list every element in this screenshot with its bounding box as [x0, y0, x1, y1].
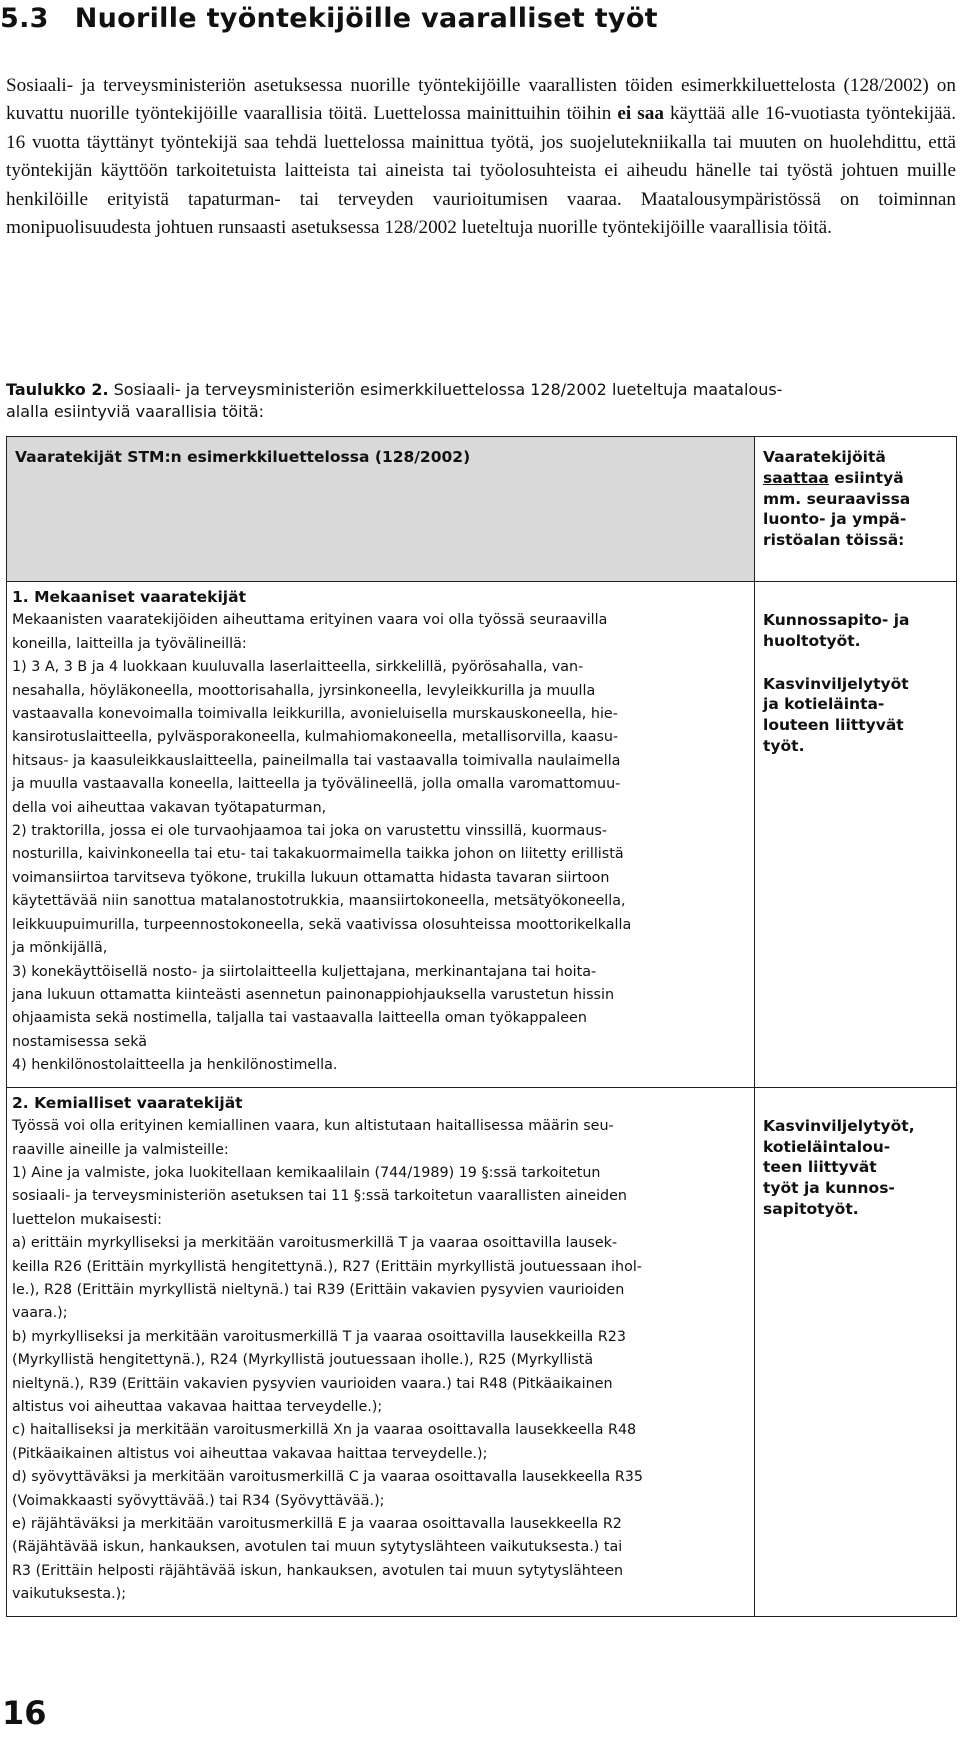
chemical-work-note-line: sapitotyöt. — [763, 1199, 859, 1218]
chemical-hazard-line: vaara.); — [12, 1305, 68, 1322]
chemical-hazard-line: altistus voi aiheuttaa vakavaa haittaa terveydelle.); — [12, 1399, 383, 1415]
header-side-line2 — [763, 468, 948, 489]
mechanical-hazard-line: koneilla, laitteilla ja työvälineillä: — [12, 635, 247, 652]
intro-emphasis: ei saa — [617, 103, 664, 125]
mechanical-hazard-line: nostamisessa sekä — [12, 1033, 148, 1050]
chemical-hazard-line: b) myrkylliseksi ja merkitään varoitusmerkillä T ja vaaraa osoittavilla lausekkeilla R23 — [12, 1328, 626, 1345]
mechanical-hazards-cell — [7, 582, 755, 1088]
crop-livestock-work-note-line: työt. — [763, 736, 805, 755]
mechanical-hazard-line: vastaavalla konevoimalla toimivalla leikkurilla, avonieluisella murskauskoneella, hie- — [12, 706, 618, 723]
chemical-hazards-title: 2. Kemialliset vaaratekijät — [12, 1093, 243, 1112]
mechanical-hazard-line: ja mönkijällä, — [12, 940, 108, 957]
chemical-hazard-line: R3 (Erittäin helposti räjähtävää iskun, hankauksen, avotulen tai muun sytytyslähteen — [12, 1562, 624, 1579]
intro-text-1: Sosiaali- ja terveysministeriön asetuksessa nuorille työntekijöille vaarallisten töiden esimerkkiluettelosta (128/2002) on kuvattu nuorille työntekijöille vaarallisia töitä. Luettelossa mainittuihin töihin — [6, 75, 956, 125]
mechanical-hazard-line: jana lukuun ottamatta kiinteästi asennetun painonappiohjauksella varustetun hissin — [12, 986, 615, 1003]
chemical-hazards-cell — [7, 1087, 755, 1616]
chemical-hazard-line: (Pitkäaikainen altistus voi aiheuttaa vakavaa haittaa terveydelle.); — [12, 1445, 488, 1462]
table-header-main-text: Vaaratekijät STM:n esimerkkiluettelossa (128/2002) — [15, 448, 471, 466]
chemical-work-note-line: teen liittyvät — [763, 1158, 877, 1177]
mechanical-hazard-line: 3) konekäyttöisellä nosto- ja siirtolaitteella kuljettajana, merkinantajana tai hoita- — [12, 963, 597, 980]
crop-livestock-work-note-line: louteen liittyvät — [763, 716, 904, 735]
table-header-side — [755, 437, 957, 582]
mechanical-hazard-line: käytettävää niin sanottua matalanostotrukkia, maansiirtokoneella, metsätyökoneella, — [12, 893, 626, 910]
chemical-hazard-line: d) syövyttäväksi ja merkitään varoitusmerkillä C ja vaaraa osoittavalla lausekkeella R35 — [12, 1469, 643, 1486]
chemical-hazard-line: (Räjähtävää iskun, hankauksen, avotulen tai muun sytytyslähteen vaikutuksesta.) tai — [12, 1539, 623, 1556]
mechanical-hazard-line: 2) traktorilla, jossa ei ole turvaohjaamoa tai joka on varustettu vinssillä, kuormaus- — [12, 823, 607, 840]
chemical-hazard-line: 1) Aine ja valmiste, joka luokitellaan kemikaalilain (744/1989) 19 §:ssä tarkoitetun — [12, 1164, 601, 1181]
chemical-work-note-line: kotieläintalou- — [763, 1137, 891, 1156]
chemical-work-note — [763, 1116, 948, 1220]
table-row-mechanical — [7, 582, 957, 1088]
chemical-hazard-line: a) erittäin myrkylliseksi ja merkitään varoitusmerkillä T ja vaaraa osoittavilla lausek- — [12, 1235, 618, 1252]
mechanical-hazard-line: ja muulla vastaavalla koneella, laitteella ja työvälineellä, jolla omalla varomattomuu- — [12, 776, 621, 793]
maintenance-work-note — [763, 610, 948, 652]
header-side-line1: Vaaratekijöitä — [763, 448, 886, 466]
mechanical-hazard-line: voimansiirtoa tarvitseva työkone, trukilla lukuun ottamatta hidasta tavaran siirtoon — [12, 869, 610, 886]
chemical-work-cell — [755, 1087, 957, 1616]
chemical-hazard-line: raaville aineille ja valmisteille: — [12, 1141, 229, 1158]
section-title: Nuorille työntekijöille vaaralliset työt — [74, 3, 658, 34]
section-heading — [0, 2, 960, 36]
chemical-work-note-line: työt ja kunnos- — [763, 1179, 895, 1198]
maintenance-work-note-line: Kunnossapito- ja — [763, 611, 910, 629]
mechanical-hazards-title: 1. Mekaaniset vaaratekijät — [12, 588, 246, 606]
header-side-line2-rest: esiintyä — [828, 468, 904, 487]
mechanical-hazard-line: ohjaamista sekä nostimella, taljalla tai vastaavalla laitteella oman työkappaleen — [12, 1010, 587, 1027]
mechanical-hazard-line: leikkuupuimurilla, turpeennostokoneella, sekä vaativissa olosuhteissa moottorikelkalla — [12, 916, 632, 933]
intro-paragraph — [6, 72, 956, 242]
table-caption — [6, 379, 936, 423]
chemical-hazard-line: sosiaali- ja terveysministeriön asetuksen tai 11 §:ssä tarkoitetun vaarallisten aineiden — [12, 1188, 627, 1205]
page-number: 16 — [2, 1694, 47, 1732]
hazard-table — [6, 436, 957, 1617]
chemical-hazard-line: (Myrkyllistä hengitettynä.), R24 (Myrkyllistä joutuessaan iholle.), R25 (Myrkyllistä — [12, 1352, 594, 1369]
intro-text-2: käyttää alle 16-vuotiasta työntekijää. 16 vuotta täyttänyt työntekijä saa tehdä luettelossa mainittua työtä, jos suojelutekniikalla tai muuten on huolehdittu, että työntekijän käyttöön tarkoitetuista laitteista tai aineista tai työolosuhteista ei aiheudu hänelle tai työstä johtuen muille henkilöille erityistä tapaturman- tai terveyden vaurioitumisen vaaraa. Maatalousympäristössä on toiminnan monipuolisuudesta johtuen runsaasti asetuksessa 128/2002 lueteltuja nuorille työntekijöille vaarallisia töitä. — [6, 103, 956, 239]
chemical-hazard-line: Työssä voi olla erityinen kemiallinen vaara, kun altistutaan haitallisessa määrin seu- — [12, 1118, 614, 1135]
header-side-line4: luonto- ja ympä- — [763, 510, 907, 529]
table-caption-label: Taulukko 2. — [6, 380, 109, 399]
chemical-work-note-line: Kasvinviljelytyöt, — [763, 1116, 915, 1135]
mechanical-hazard-line: nesahalla, höyläkoneella, moottorisahalla, jyrsinkoneella, levyleikkurilla ja muulla — [12, 682, 596, 699]
mechanical-hazard-line: della voi aiheuttaa vakavan työtapaturman, — [12, 799, 327, 816]
chemical-hazard-line: e) räjähtäväksi ja merkitään varoitusmerkillä E ja vaaraa osoittavalla lausekkeella R2 — [12, 1516, 622, 1533]
chemical-hazard-line: nieltynä.), R39 (Erittäin vakavien pysyvien vaurioiden vaara.) tai R48 (Pitkäaikainen — [12, 1375, 613, 1392]
chemical-hazard-line: (Voimakkaasti syövyttävää.) tai R34 (Syövyttävää.); — [12, 1492, 385, 1509]
mechanical-hazard-line: Mekaanisten vaaratekijöiden aiheuttama erityinen vaara voi olla työssä seuraavilla — [12, 612, 608, 629]
chemical-hazard-line: luettelon mukaisesti: — [12, 1211, 162, 1228]
mechanical-hazard-line: 4) henkilönostolaitteella ja henkilönostimella. — [12, 1057, 338, 1074]
header-side-underlined: saattaa — [763, 468, 829, 487]
mechanical-work-cell — [755, 582, 957, 1088]
crop-livestock-work-note — [763, 674, 948, 757]
header-side-line5: ristöalan töissä: — [763, 531, 905, 550]
mechanical-hazard-line: hitsaus- ja kaasuleikkauslaitteella, paineilmalla tai vastaavalla toimivalla naulaimella — [12, 752, 621, 769]
header-side-line3: mm. seuraavissa — [763, 489, 911, 508]
table-header-row — [7, 437, 957, 582]
mechanical-hazard-line: nosturilla, kaivinkoneella tai etu- tai takakuormaimella taikka johon on liitetty erillistä — [12, 846, 624, 863]
chemical-hazard-line: keilla R26 (Erittäin myrkyllistä hengitettynä.), R27 (Erittäin myrkyllistä joutuessaan ihol- — [12, 1258, 642, 1275]
table-caption-line1: Sosiaali- ja terveysministeriön esimerkkiluettelossa 128/2002 lueteltuja maatalous- — [113, 380, 783, 399]
mechanical-hazard-line: 1) 3 A, 3 B ja 4 luokkaan kuuluvalla laserlaitteella, sirkkelillä, pyörösahalla, van- — [12, 659, 584, 676]
mechanical-hazard-line: kansirotuslaitteella, pylväsporakoneella, kulmahiomakoneella, metallisorvilla, kaasu- — [12, 729, 619, 746]
crop-livestock-work-note-line: Kasvinviljelytyöt — [763, 674, 909, 693]
section-number: 5.3 — [0, 3, 49, 34]
chemical-hazard-line: vaikutuksesta.); — [12, 1586, 127, 1603]
chemical-hazard-line: le.), R28 (Erittäin myrkyllistä nieltynä.) tai R39 (Erittäin vakavien pysyvien vaurioiden — [12, 1281, 625, 1298]
table-row-chemical — [7, 1087, 957, 1616]
table-header-main — [7, 437, 755, 582]
chemical-hazard-line: c) haitalliseksi ja merkitään varoitusmerkillä Xn ja vaaraa osoittavalla lausekkeella R48 — [12, 1422, 637, 1439]
maintenance-work-note-line: huoltotyöt. — [763, 631, 861, 650]
table-caption-line2: alalla esiintyviä vaarallisia töitä: — [6, 402, 265, 421]
crop-livestock-work-note-line: ja kotieläinta- — [763, 695, 885, 714]
